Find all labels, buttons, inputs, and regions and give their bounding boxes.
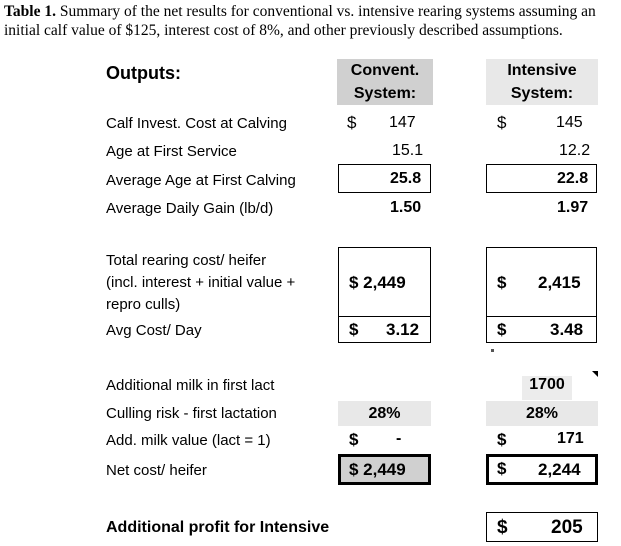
conv-avg-cost-day-value: 3.12: [386, 320, 420, 339]
int-age-first-service-value: 12.2: [559, 142, 591, 159]
int-net-cost-dollar: $: [497, 459, 507, 478]
caption-text: Summary of the net results for conventional vs. intensive rearing systems assuming an initial calf value of $125, interest cost of 8%, and other previously described assumptions.: [4, 3, 596, 39]
int-adg-value: 1.97: [557, 199, 589, 216]
int-age-first-calving-value: 22.8: [557, 170, 589, 187]
conventional-system-header: [337, 59, 433, 105]
row-label-additional-milk: Additional milk in first lact: [106, 377, 275, 394]
int-add-milk-value: 171: [557, 430, 584, 447]
table-caption: [4, 2, 618, 40]
stray-mark: [491, 349, 494, 352]
row-label-total-rearing-line3: repro culls): [106, 296, 181, 313]
outputs-heading: Outputs:: [106, 63, 181, 83]
int-total-rearing-value: 2,415: [538, 273, 581, 292]
row-label-avg-cost-day: Avg Cost/ Day: [106, 322, 202, 339]
conv-avg-cost-day-dollar: $: [349, 320, 359, 339]
conv-total-rearing-value: $ 2,449: [349, 273, 406, 292]
int-dollar-sign: $: [497, 113, 507, 132]
conv-net-cost-value: $ 2,449: [349, 460, 406, 479]
row-label-calf-invest: Calf Invest. Cost at Calving: [106, 115, 287, 132]
int-avg-cost-day-value: 3.48: [550, 320, 584, 339]
row-label-total-rearing-line1: Total rearing cost/ heifer: [106, 252, 267, 269]
int-calf-invest-value: 145: [556, 114, 583, 131]
row-label-net-cost: Net cost/ heifer: [106, 462, 207, 479]
intensive-header-line2: System:: [510, 85, 574, 102]
conv-culling-risk-value: 28%: [338, 401, 431, 426]
row-label-average-daily-gain: Average Daily Gain (lb/d): [106, 200, 274, 217]
conventional-header-line1: Convent.: [350, 62, 420, 79]
int-total-rearing-dollar: $: [497, 273, 507, 292]
int-additional-milk-value: 1700: [522, 376, 572, 400]
row-label-add-milk-value: Add. milk value (lact = 1): [106, 432, 271, 449]
int-culling-risk-value: 28%: [486, 401, 598, 426]
conv-age-first-service-value: 15.1: [392, 142, 424, 159]
intensive-system-header: [486, 59, 598, 105]
row-label-age-first-calving: Average Age at First Calving: [106, 172, 296, 189]
conv-adg-value: 1.50: [390, 199, 422, 216]
row-label-age-first-service: Age at First Service: [106, 143, 237, 160]
conv-add-milk-dollar: $: [349, 430, 359, 449]
conv-age-first-calving-value: 25.8: [390, 170, 422, 187]
conv-add-milk-value: -: [396, 430, 402, 447]
conv-calf-invest-value: 147: [389, 114, 416, 131]
comment-indicator-icon: [592, 371, 598, 377]
conv-dollar-sign: $: [347, 113, 357, 132]
int-add-milk-dollar: $: [497, 430, 507, 449]
int-additional-profit-value: 205: [551, 517, 583, 538]
int-avg-cost-day-dollar: $: [497, 320, 507, 339]
row-label-culling-risk: Culling risk - first lactation: [106, 405, 277, 422]
conventional-header-line2: System:: [353, 85, 417, 102]
caption-label: Table 1.: [4, 3, 56, 20]
row-label-total-rearing-line2: (incl. interest + initial value +: [106, 274, 296, 291]
row-label-additional-profit: Additional profit for Intensive: [106, 519, 330, 536]
intensive-header-line1: Intensive: [507, 62, 577, 79]
int-additional-profit-dollar: $: [497, 517, 508, 538]
int-net-cost-value: 2,244: [538, 460, 581, 479]
